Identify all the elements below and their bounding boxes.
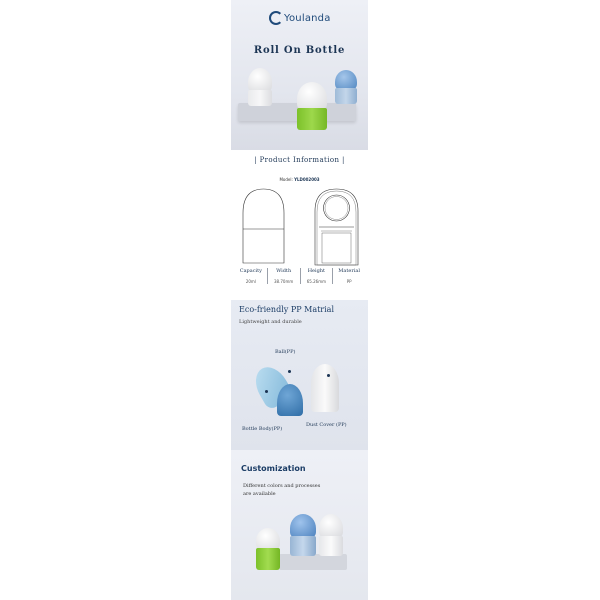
dust-cover-part-image: [311, 364, 339, 412]
spec-width: [267, 268, 300, 284]
hero-title: Roll On Bottle: [253, 45, 346, 56]
eco-material-section: [231, 300, 368, 450]
ball-label: Ball(PP): [275, 349, 296, 355]
brand-name: Youlanda: [284, 12, 331, 24]
customization-title: Customization: [241, 464, 306, 473]
spec-value: 65.26mm: [306, 279, 326, 284]
green-bottle-image: [256, 528, 280, 570]
display-tray: [279, 554, 347, 570]
spec-capacity: [235, 268, 267, 284]
product-info-title: | Product Information |: [254, 156, 345, 164]
blue-bottle-image: [290, 514, 316, 556]
spec-material: [332, 268, 365, 284]
cover-pointer: [327, 374, 330, 377]
green-bottle-image: [297, 82, 327, 130]
blue-bottle-image: [335, 70, 357, 104]
spec-label: Width: [276, 268, 292, 274]
model-line: [231, 177, 368, 182]
spec-row: [235, 268, 365, 284]
spec-value: 20ml: [245, 279, 256, 284]
product-info-section: [231, 150, 368, 300]
spec-label: Material: [338, 268, 360, 274]
logo-icon: [269, 11, 283, 25]
brand-logo: [269, 8, 333, 28]
spec-label: Capacity: [239, 268, 262, 274]
bottle-body-label: Bottle Body(PP): [242, 426, 283, 432]
customization-subtitle: Different colors and processes are available: [243, 483, 321, 497]
spec-height: [300, 268, 333, 284]
white-bottle-image: [319, 514, 343, 556]
spec-label: Height: [307, 268, 326, 274]
eco-title: Eco-friendly PP Matrial: [239, 305, 335, 314]
section-view-drawing: [313, 187, 360, 267]
hero-section: [231, 0, 368, 150]
white-bottle-image: [248, 68, 272, 106]
spec-value: PP: [346, 279, 352, 284]
body-pointer: [265, 390, 268, 393]
ball-part-image: [277, 384, 303, 416]
front-view-drawing: [241, 187, 286, 265]
product-detail-strip: [231, 0, 368, 600]
eco-subtitle: Lightweight and durable: [239, 319, 302, 325]
spec-value: 38.70mm: [274, 279, 294, 284]
model-label: Model:: [279, 177, 293, 182]
dust-cover-label: Dust Cover (PP): [306, 422, 347, 428]
model-value: YLD002003: [294, 177, 320, 182]
ball-pointer: [288, 370, 291, 373]
customization-section: [231, 450, 368, 600]
